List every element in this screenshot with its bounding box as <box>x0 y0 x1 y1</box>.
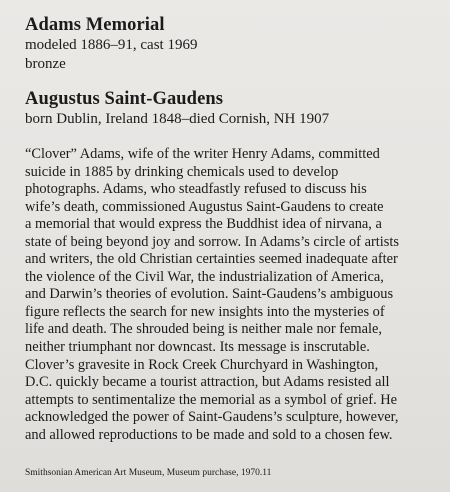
description-line: suicide in 1885 by drinking chemicals used to develop <box>25 163 339 180</box>
description-line: D.C. quickly became a tourist attraction, but Adams resisted all <box>25 374 390 391</box>
description-line: the violence of the Civil War, the industrialization of America, <box>25 268 384 285</box>
description-line: neither triumphant nor downcast. Its message is inscrutable. <box>25 339 370 356</box>
description-line: a memorial that would express the Buddhist idea of nirvana, a <box>25 216 382 233</box>
description-line: photographs. Adams, who steadfastly refused to discuss his <box>25 181 367 198</box>
description-paragraph <box>25 146 434 444</box>
credit-line: Smithsonian American Art Museum, Museum purchase, 1970.11 <box>25 468 272 478</box>
artwork-title: Adams Memorial <box>25 15 165 35</box>
description-line: “Clover” Adams, wife of the writer Henry Adams, committed <box>25 146 380 162</box>
description-line: acknowledged the power of Saint-Gaudens’s sculpture, however, <box>25 409 399 426</box>
artist-name: Augustus Saint-Gaudens <box>25 89 224 109</box>
description-line: and writers, the old Christian certainties seemed inadequate after <box>25 251 398 268</box>
description-line: life and death. The shrouded being is neither male nor female, <box>25 321 382 338</box>
description-line: attempts to sentimentalize the memorial as a symbol of grief. He <box>25 391 398 408</box>
artwork-medium: bronze <box>25 56 66 72</box>
description-line: Clover’s gravesite in Rock Creek Churchyard in Washington, <box>25 356 379 373</box>
artist-bio: born Dublin, Ireland 1848–died Cornish, NH 1907 <box>25 111 330 127</box>
description-line: wife’s death, commissioned Augustus Saint-Gaudens to create <box>25 198 384 215</box>
description-line: state of being beyond joy and sorrow. In Adams’s circle of artists <box>25 233 399 250</box>
description-line: and allowed reproductions to be made and sold to a chosen few. <box>25 426 393 443</box>
artwork-dates: modeled 1886–91, cast 1969 <box>25 37 198 53</box>
description-line: and Darwin’s theories of evolution. Saint-Gaudens’s ambiguous <box>25 286 394 303</box>
description-line: figure reflects the search for new insights into the mysteries of <box>25 303 385 320</box>
